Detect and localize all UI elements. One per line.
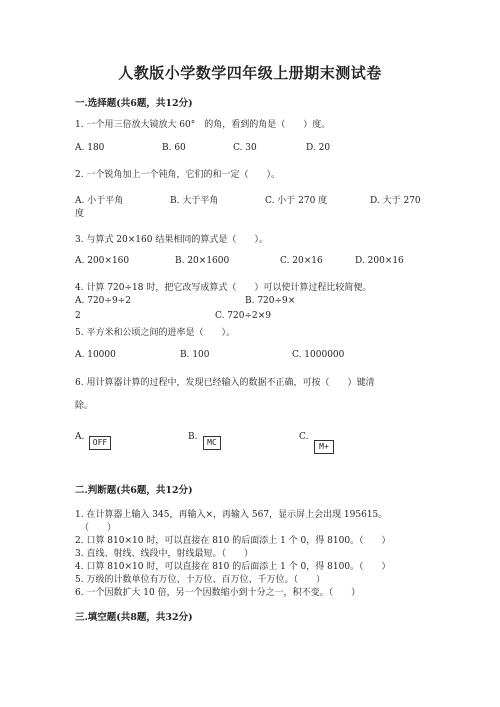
question-3: 3. 与算式 20×160 结果相同的算式是（ ）。 [75, 235, 268, 245]
q6-option-c: C. [299, 432, 309, 442]
calculator-m-plus-key: M+ [314, 440, 334, 454]
section-heading-judge: 二.判断题(共6题，共12分) [75, 485, 193, 496]
judge-1-wrap: （ ） [80, 523, 117, 533]
q5-option-c: C. 1000000 [292, 350, 345, 360]
q3-option-a: A. 200×160 [75, 256, 130, 266]
q4-option-c: C. 720÷2×9 [215, 311, 271, 321]
q6-option-b: B. [188, 432, 198, 442]
question-1: 1. 一个用三倍放大镜放大 60° 的角，看到的角是（ ）度。 [75, 120, 331, 130]
question-2: 2. 一个锐角加上一个钝角，它们的和一定（ ）。 [75, 170, 280, 180]
judge-6: 6. 一个因数扩大 10 倍，另一个因数缩小到十分之一，积不变。（ ） [75, 588, 361, 598]
q3-option-b: B. 20×1600 [175, 256, 230, 266]
question-6: 6. 用计算器计算的过程中，发现已经输入的数据不正确，可按（ ）键清 [75, 378, 375, 388]
q5-option-a: A. 10000 [75, 350, 116, 360]
q2-option-b: B. 大于平角 [170, 196, 219, 206]
q1-option-c: C. 30 [233, 143, 257, 153]
judge-3: 3. 直线、射线、线段中，射线最短。（ ） [75, 549, 253, 559]
q2-option-d: D. 大于 270 [370, 196, 421, 206]
judge-2: 2. 口算 810×10 时，可以直接在 810 的后面添上 1 个 0，得 8100。（ ） [75, 536, 391, 546]
calculator-mc-key: MC [203, 436, 221, 450]
q6-option-a: A. [75, 432, 85, 442]
q3-option-d: D. 200×16 [355, 256, 404, 266]
q2-option-d-wrap: 度 [75, 209, 85, 219]
q1-option-d: D. 20 [306, 143, 331, 153]
page-title: 人教版小学数学四年级上册期末测试卷 [118, 64, 382, 82]
question-4: 4. 计算 720÷18 时，把它改写成算式（ ）可以使计算过程比较简便。 [75, 283, 372, 293]
judge-5: 5. 万级的计数单位有万位、十万位、百万位、千万位。（ ） [75, 575, 325, 585]
question-6-wrap: 除。 [75, 401, 94, 411]
section-heading-fill: 三.填空题(共8题，共32分) [75, 612, 193, 623]
q4-option-b: B. 720÷9× [245, 296, 296, 306]
q4-option-a: A. 720÷9÷2 [75, 296, 131, 306]
q2-option-a: A. 小于平角 [75, 196, 124, 206]
section-heading-choice: 一.选择题(共6题，共12分) [75, 98, 193, 109]
judge-4: 4. 口算 810×10 时，可以直接在 810 的后面添上 1 个 0，得 8100。（ ） [75, 562, 391, 572]
q3-option-c: C. 20×16 [280, 256, 323, 266]
q1-option-a: A. 180 [75, 143, 105, 153]
q2-option-c: C. 小于 270 度 [265, 196, 328, 206]
judge-1: 1. 在计算器上输入 345，再输入×，再输入 567，显示屏上会出现 195615。 [75, 510, 388, 520]
q4-option-b-wrap: 2 [75, 311, 81, 321]
q1-option-b: B. 60 [162, 143, 186, 153]
question-5: 5. 平方米和公顷之间的进率是（ ）。 [75, 328, 235, 338]
calculator-off-key: OFF [89, 436, 111, 450]
q5-option-b: B. 100 [180, 350, 210, 360]
